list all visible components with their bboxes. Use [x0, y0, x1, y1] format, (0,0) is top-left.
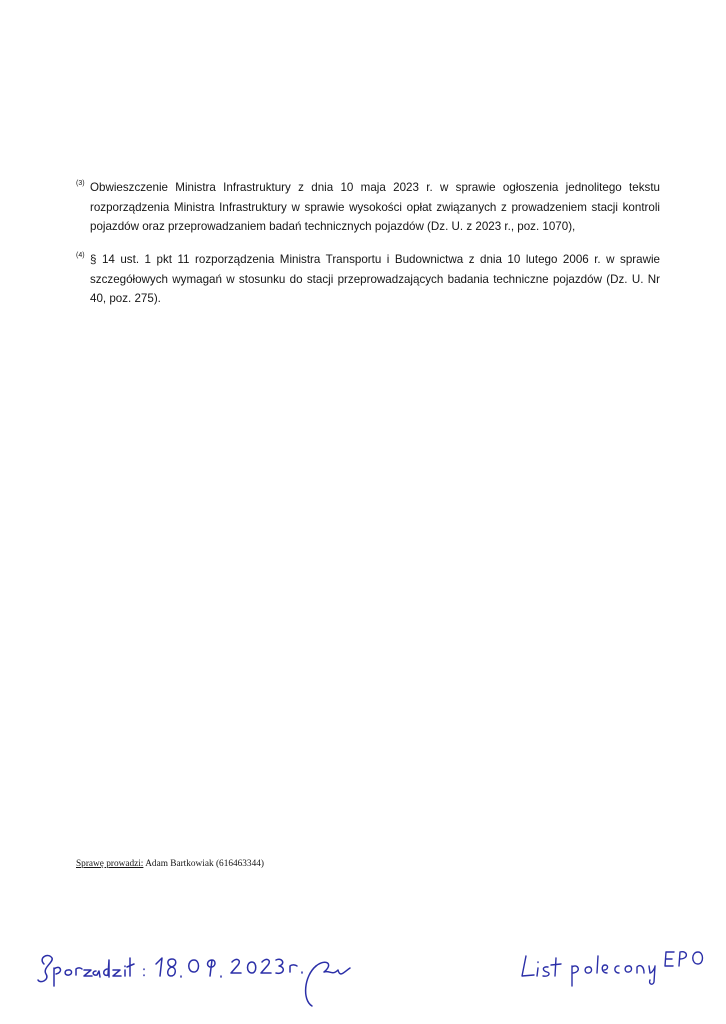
- caseworker-line: [76, 859, 264, 869]
- footnote-3: [76, 178, 660, 237]
- footnote-marker: (3): [76, 180, 85, 187]
- footnote-4: [76, 250, 660, 309]
- caseworker-value: Adam Bartkowiak (616463344): [145, 859, 264, 869]
- footnote-marker: (4): [76, 252, 85, 259]
- caseworker-label: Sprawę prowadzi:: [76, 859, 144, 869]
- handwritten-date-note: [34, 942, 354, 1012]
- handwritten-mail-note: [518, 946, 708, 996]
- footnote-text: § 14 ust. 1 pkt 11 rozporządzenia Ministra Transportu i Budownictwa z dnia 10 lutego 2006 r. w sprawie szczegółowych wymagań w stosunku do stacji przeprowadzających badania techniczne pojazdów (Dz. U. Nr 40, poz. 275).: [90, 253, 660, 305]
- footnote-text: Obwieszczenie Ministra Infrastruktury z dnia 10 maja 2023 r. w sprawie ogłoszenia jednolitego tekstu rozporządzenia Ministra Infrastruktury w sprawie wysokości opłat związanych z prowadzeniem stacji kontroli pojazdów oraz przeprowadzaniem badań technicznych pojazdów (Dz. U. z 2023 r., poz. 1070),: [90, 181, 660, 233]
